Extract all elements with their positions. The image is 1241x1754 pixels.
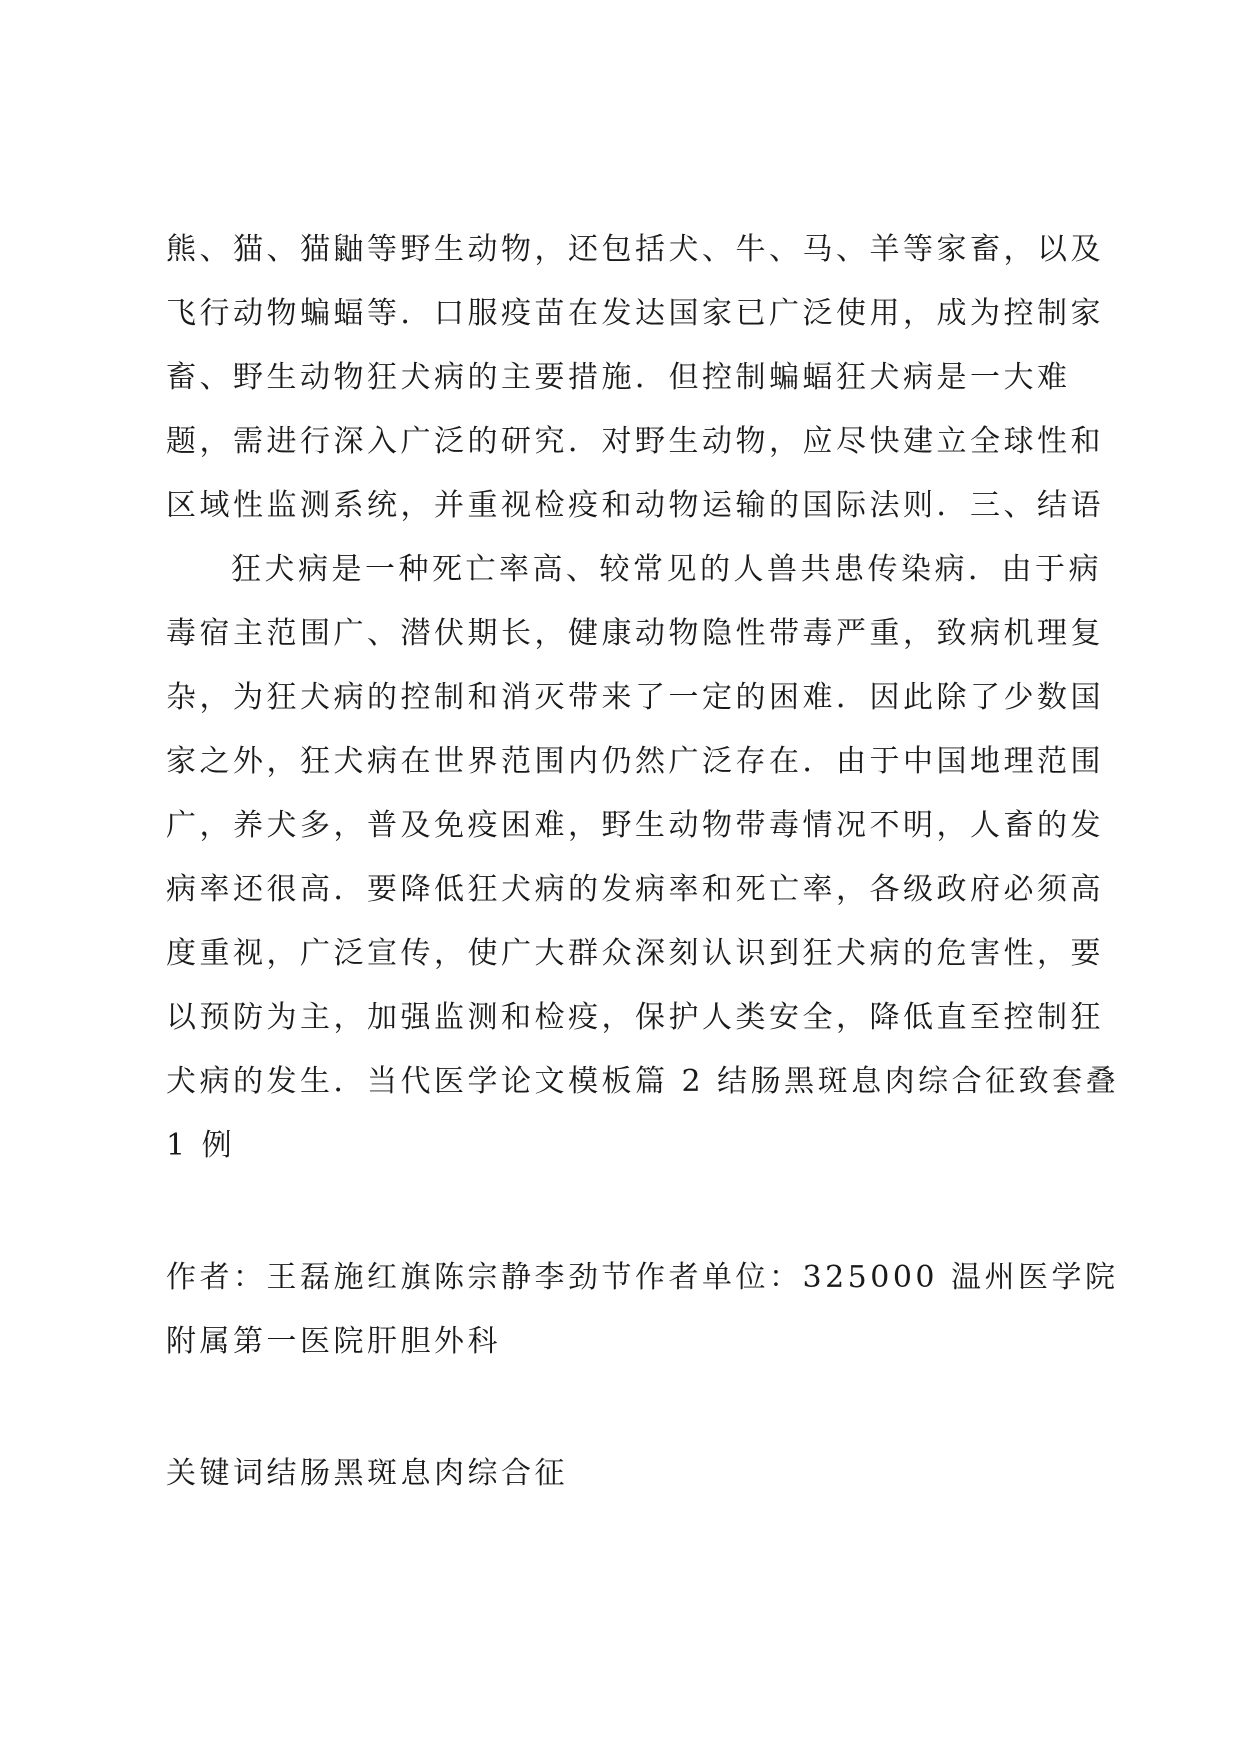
body-line-2: 飞行动物蝙蝠等．口服疫苗在发达国家已广泛使用，成为控制家 [166, 296, 1104, 331]
body-line-8: 杂，为狂犬病的控制和消灭带来了一定的困难．因此除了少数国 [166, 680, 1104, 715]
body-line-9: 家之外，狂犬病在世界范围内仍然广泛存在．由于中国地理范围 [166, 744, 1104, 779]
body-line-5: 区域性监测系统，并重视检疫和动物运输的国际法则．三、结语 [166, 488, 1104, 523]
body-line-11: 病率还很高．要降低狂犬病的发病率和死亡率，各级政府必须高 [166, 872, 1104, 907]
body-line-4: 题，需进行深入广泛的研究．对野生动物，应尽快建立全球性和 [166, 424, 1104, 459]
author-line-2: 附属第一医院肝胆外科 [166, 1324, 501, 1359]
body-line-7: 毒宿主范围广、潜伏期长，健康动物隐性带毒严重，致病机理复 [166, 616, 1104, 651]
body-line-3: 畜、野生动物狂犬病的主要措施．但控制蝙蝠狂犬病是一大难 [166, 360, 1071, 395]
body-line-15: 1 例 [166, 1128, 236, 1163]
body-line-6: 狂犬病是一种死亡率高、较常见的人兽共患传染病．由于病 [231, 552, 1102, 587]
author-line-1: 作者：王磊施红旗陈宗静李劲节作者单位：325000 温州医学院 [166, 1260, 1119, 1295]
body-line-10: 广，养犬多，普及免疫困难，野生动物带毒情况不明，人畜的发 [166, 808, 1104, 843]
body-line-12: 度重视，广泛宣传，使广大群众深刻认识到狂犬病的危害性，要 [166, 936, 1104, 971]
keywords-line: 关键词结肠黑斑息肉综合征 [166, 1456, 568, 1491]
body-line-14: 犬病的发生．当代医学论文模板篇 2 结肠黑斑息肉综合征致套叠 [166, 1064, 1120, 1099]
body-line-13: 以预防为主，加强监测和检疫，保护人类安全，降低直至控制狂 [166, 1000, 1104, 1035]
body-line-1: 熊、猫、猫鼬等野生动物，还包括犬、牛、马、羊等家畜，以及 [166, 232, 1104, 267]
